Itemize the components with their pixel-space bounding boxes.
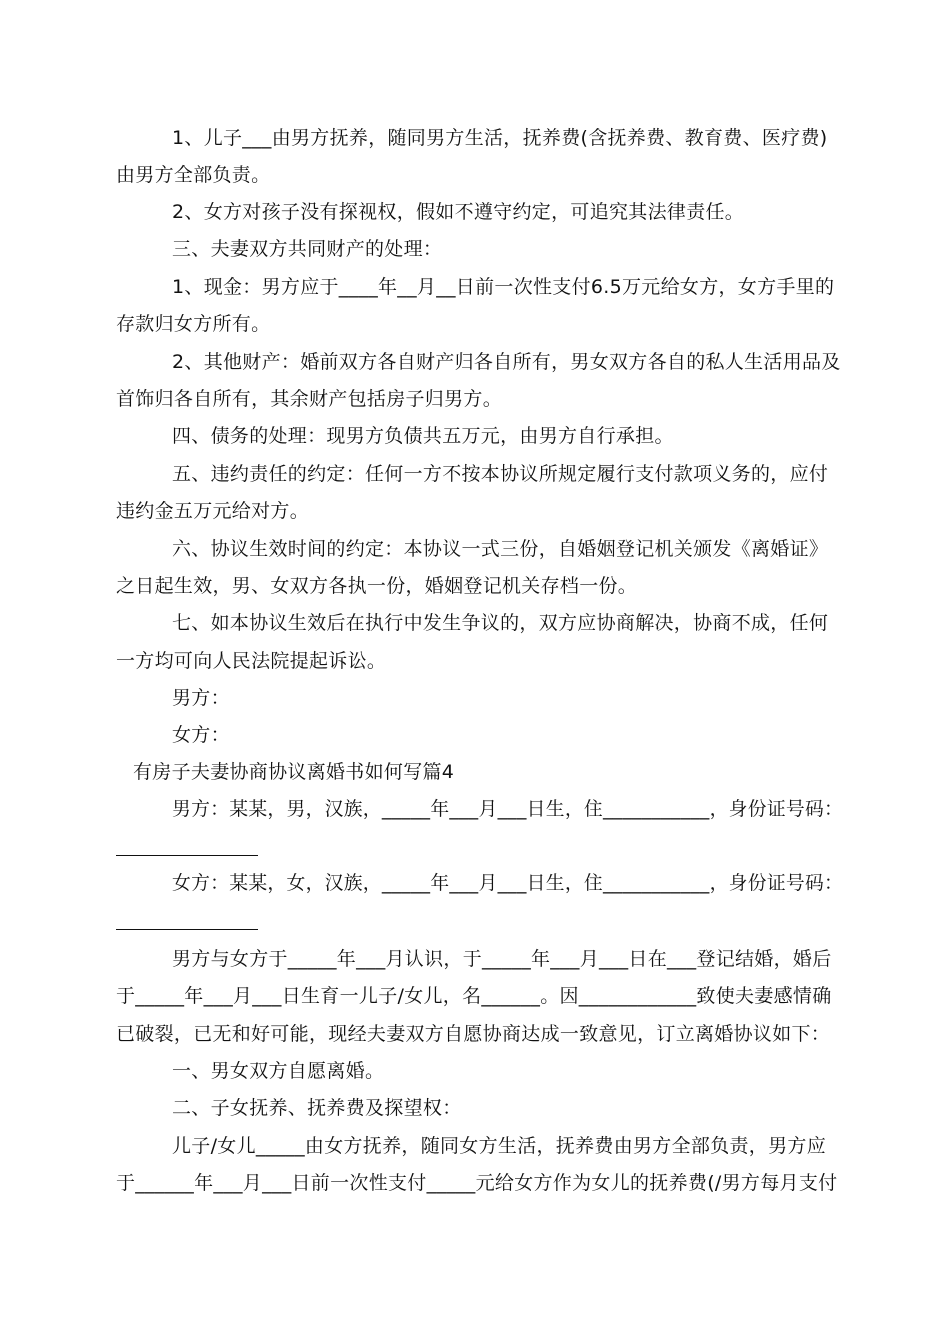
paragraph-line: 一方均可向人民法院提起诉讼。 <box>116 650 387 672</box>
paragraph-line: 于______年___月___日前一次性支付_____元给女方作为女儿的抚养费(/男方每月支付 <box>116 1172 838 1194</box>
section-heading: 三、夫妻双方共同财产的处理： <box>172 238 443 260</box>
paragraph-line: 存款归女方所有。 <box>116 313 271 335</box>
signature-line-male: 男方： <box>172 687 230 709</box>
paragraph-line: 2、其他财产：婚前双方各自财产归各自所有，男女双方各自的私人生活用品及 <box>172 351 841 373</box>
id-number-blank-female <box>116 929 258 930</box>
section-heading: 六、协议生效时间的约定：本协议一式三份，自婚姻登记机关颁发《离婚证》 <box>172 538 829 560</box>
paragraph-line: 之日起生效，男、女双方各执一份，婚姻登记机关存档一份。 <box>116 575 638 597</box>
paragraph-line: 1、现金：男方应于____年__月__日前一次性支付6.5万元给女方，女方手里的 <box>172 276 835 298</box>
paragraph-line: 儿子/女儿_____由女方抚养，随同女方生活，抚养费由男方全部负责，男方应 <box>172 1135 827 1157</box>
article-title: 有房子夫妻协商协议离婚书如何写篇4 <box>133 761 455 783</box>
paragraph-line: 1、儿子___由男方抚养，随同男方生活，抚养费(含抚养费、教育费、医疗费) <box>172 127 828 149</box>
section-heading: 一、男女双方自愿离婚。 <box>172 1060 385 1082</box>
section-heading: 七、如本协议生效后在执行中发生争议的，双方应协商解决，协商不成，任何 <box>172 612 829 634</box>
signature-line-female: 女方： <box>172 724 230 746</box>
id-number-blank-male <box>116 855 258 856</box>
paragraph-line: 于_____年___月___日生育一儿子/女儿，名______。因____________致使夫妻感情确 <box>116 985 832 1007</box>
paragraph-line: 已破裂，已无和好可能，现经夫妻双方自愿协商达成一致意见，订立离婚协议如下： <box>116 1023 831 1045</box>
paragraph-line: 违约金五万元给对方。 <box>116 500 310 522</box>
party-female-line: 女方：某某，女，汉族，_____年___月___日生，住___________，身份证号码： <box>172 873 844 894</box>
paragraph-line: 由男方全部负责。 <box>116 164 271 186</box>
section-heading: 四、债务的处理：现男方负债共五万元，由男方自行承担。 <box>172 425 674 447</box>
party-male-line: 男方：某某，男，汉族，_____年___月___日生，住___________，身份证号码： <box>172 799 844 820</box>
paragraph-line: 男方与女方于_____年___月认识，于_____年___月___日在___登记结婚，婚后 <box>172 948 832 970</box>
paragraph-line: 首饰归各自所有，其余财产包括房子归男方。 <box>116 388 503 410</box>
section-heading: 二、子女抚养、抚养费及探望权： <box>172 1097 462 1119</box>
section-heading: 五、违约责任的约定：任何一方不按本协议所规定履行支付款项义务的，应付 <box>172 463 829 485</box>
paragraph-line: 2、女方对孩子没有探视权，假如不遵守约定，可追究其法律责任。 <box>172 201 745 223</box>
